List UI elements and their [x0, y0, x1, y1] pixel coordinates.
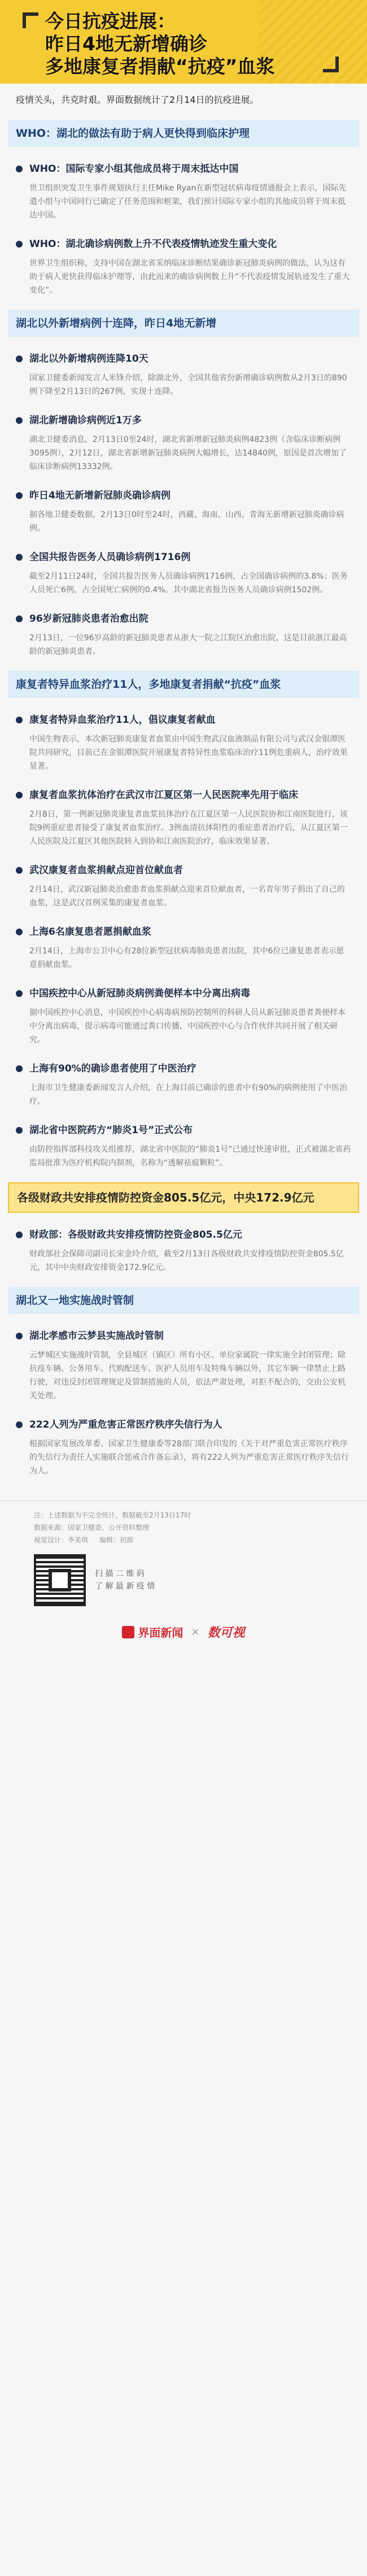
- news-item-heading: [16, 925, 351, 940]
- news-item: [0, 713, 367, 773]
- jiemian-logo-icon: [122, 1626, 134, 1638]
- bullet-dot-icon: [16, 615, 23, 622]
- brand-footer: [0, 1623, 367, 1641]
- news-item-heading: [16, 1329, 351, 1344]
- news-item-heading: [16, 863, 351, 878]
- news-item-heading-text: 武汉康复者血浆捐献点迎首位献血者: [29, 865, 183, 876]
- news-item: [0, 925, 367, 972]
- bullet-dot-icon: [16, 792, 23, 799]
- brand-separator: ×: [191, 1626, 200, 1638]
- news-item: [0, 1123, 367, 1170]
- news-item-body: 2月13日，一位96岁高龄的新冠肺炎患者从浙大一院之江院区治愈出院，这是目前浙江最高龄的新冠肺炎患者。: [29, 634, 347, 656]
- news-item-heading: [16, 1417, 351, 1433]
- news-item-body: 世卫组织突发卫生事件规划执行主任Mike Ryan在新型冠状病毒疫情通报会上表示，国际先遣小组与中国同行已确定了任务范围和框架，我们预计国际专家小组的其他成员将于周末抵达中国。: [29, 184, 347, 220]
- news-item-body: 湖北卫健委消息，2月13日0至24时，湖北省新增新冠肺炎病例4823例（含临床诊断病例3095例），2月12日，湖北省新增新冠肺炎病例大幅增长，达14840例，原因是首次增加了临床诊断病例13332例。: [29, 435, 347, 471]
- news-item-body: 国家卫健委新闻发言人米锋介绍，除湖北外，全国其他省份新增确诊病例数从2月3日的890例下降至2月13日的267例，实现十连降。: [29, 374, 347, 396]
- news-item-heading-text: 全国共报告医务人员确诊病例1716例: [29, 552, 191, 563]
- footer-note: 注：上述数据为不完全统计，数据截至2月13日17时: [34, 1511, 191, 1519]
- news-item-heading-text: WHO：国际专家小组其他成员将于周末抵达中国: [29, 163, 239, 175]
- news-item-heading-text: 湖北以外新增病例连降10天: [29, 353, 148, 365]
- news-item-body: 据中国疾控中心消息，中国疾控中心病毒病预防控制所的科研人员从新冠肺炎患者粪便样本中分离出病毒，提示病毒可能通过粪口传播，中国疾控中心与合作伙伴共同开展了相关研究。: [29, 1008, 346, 1044]
- bullet-dot-icon: [16, 355, 23, 362]
- title-line-2: 昨日4地无新增确诊: [45, 33, 207, 55]
- page-title: [45, 10, 344, 78]
- news-item: [0, 162, 367, 222]
- news-item-heading-text: 上海6名康复患者愿捐献血浆: [29, 926, 151, 938]
- news-item: [0, 237, 367, 297]
- news-item-body: 中国生物表示，本次新冠肺炎康复者血浆由中国生物武汉血液制品有限公司与武汉金银潭医院共同研究，目前已在金银潭医院开展康复者特异性血浆临床治疗11例危重病人，治疗效果显著。: [29, 735, 348, 771]
- news-item: [0, 352, 367, 398]
- bullet-dot-icon: [16, 1127, 23, 1134]
- news-item-body: 截至2月11日24时，全国共报告医务人员确诊病例1716例，占全国确诊病例的3.8%；医务人员死亡6例，占全国死亡病例的0.4%。其中湖北省报告医务人员确诊病例1502例。: [29, 572, 348, 595]
- news-item-heading: [16, 986, 351, 1001]
- news-item-heading-text: 222人列为严重危害正常医疗秩序失信行为人: [29, 1419, 222, 1430]
- news-item-heading-text: 中国疾控中心从新冠肺炎病例粪便样本中分离出病毒: [29, 988, 250, 999]
- bullet-dot-icon: [16, 492, 23, 499]
- jiemian-logo: [122, 1624, 183, 1640]
- bullet-dot-icon: [16, 166, 23, 172]
- qr-code[interactable]: [34, 1554, 86, 1606]
- title-line-3: 多地康复者捐献“抗疫”血浆: [45, 55, 275, 77]
- qr-caption-line-2: 了 解 最 新 疫 情: [95, 1582, 155, 1591]
- news-item-heading-text: WHO：湖北确诊病例数上升不代表疫情轨迹发生重大变化: [29, 238, 277, 250]
- news-item: [0, 413, 367, 474]
- title-line-1: 今日抗疫进展：: [45, 10, 176, 32]
- news-item-heading: [16, 488, 351, 504]
- bullet-dot-icon: [16, 929, 23, 935]
- news-item: [0, 788, 367, 848]
- section-title: WHO：湖北的做法有助于病人更快得到临床护理: [8, 120, 359, 147]
- news-item: [0, 1228, 367, 1274]
- corner-bracket-top-left: [23, 12, 38, 28]
- news-item-heading: [16, 612, 351, 627]
- news-item-body: 2月8日，第一例新冠肺炎康复者血浆抗体治疗在江夏区第一人民医院协和江南医院进行，该院9例重症患者接受了康复者血浆治疗。3例血清抗体阳性的重症患者治疗后，从江夏区第一人民医院及江夏区其他医院转入到协和江南医院治疗，临床效果显著。: [29, 810, 348, 846]
- bullet-dot-icon: [16, 554, 23, 561]
- news-item: [0, 863, 367, 910]
- news-item-heading: [16, 550, 351, 565]
- data-viz-logo: 数可视: [207, 1626, 245, 1640]
- news-item-body: 财政部社会保障司副司长宋金玲介绍，截至2月13日各级财政共安排疫情防控资金805.5亿元，其中中央财政安排资金172.9亿元。: [29, 1250, 344, 1272]
- news-item-heading: [16, 1228, 351, 1243]
- header-banner: [0, 0, 367, 84]
- news-item-body: 云梦城区实施战时管制，全县城区（镇区）所有小区、单位家属院一律实施全封闭管理；除抗疫车辆、公务用车、代购配送车、医护人员用车及特殊车辆以外，其它车辆一律禁止上路行驶，对违反封闭管理规定及管制措施的人员，依法严肃处理，对拒不配合的，交由公安机关处理。: [29, 1351, 346, 1400]
- section-title: 康复者特异血浆治疗11人，多地康复者捐献“抗疫”血浆: [8, 671, 359, 698]
- news-item: [0, 488, 367, 535]
- news-item-body: 根据国家发展改革委、国家卫生健康委等28部门联合印发的《关于对严重危害正常医疗秩序的失信行为责任人实施联合惩戒合作备忘录》，将有222人列为严重危害正常医疗秩序失信行为人。: [29, 1439, 349, 1476]
- news-item-heading-text: 湖北孝感市云梦县实施战时管制: [29, 1330, 164, 1342]
- news-item-heading-text: 财政部：各级财政共安排疫情防控资金805.5亿元: [29, 1229, 242, 1241]
- news-item-body: 据各地卫健委数据，2月13日0时至24时，西藏、海南、山西、青海无新增新冠肺炎确诊病例。: [29, 510, 344, 533]
- news-item-heading-text: 上海有90%的确诊患者使用了中医治疗: [29, 1063, 196, 1074]
- footer-notes: [0, 1501, 367, 1546]
- news-item-heading-text: 湖北新增确诊病例近1万多: [29, 415, 142, 426]
- intro-text: 疫情关头，共克时艰。界面数据统计了2月14日的抗疫进展。: [16, 94, 259, 105]
- qr-caption: [95, 1568, 155, 1593]
- bullet-dot-icon: [16, 241, 23, 248]
- bullet-dot-icon: [16, 867, 23, 874]
- section-title: 湖北又一地实施战时管制: [8, 1287, 359, 1314]
- news-item-heading-text: 湖北省中医院药方“肺炎1号”正式公布: [29, 1125, 193, 1136]
- news-item-heading-text: 昨日4地无新增新冠肺炎确诊病例: [29, 490, 171, 501]
- news-item-heading-text: 康复者血浆抗体治疗在武汉市江夏区第一人民医院率先用于临床: [29, 790, 298, 801]
- news-item-heading: [16, 1061, 351, 1077]
- news-item: [0, 550, 367, 597]
- news-item: [0, 612, 367, 658]
- bullet-dot-icon: [16, 1333, 23, 1339]
- qr-caption-line-1: 扫 描 二 维 码: [95, 1569, 145, 1578]
- section-title: 各级财政共安排疫情防控资金805.5亿元，中央172.9亿元: [8, 1182, 359, 1213]
- sections-container: [0, 120, 367, 1478]
- news-item: [0, 986, 367, 1047]
- bullet-dot-icon: [16, 717, 23, 723]
- jiemian-logo-text: 界面新闻: [138, 1626, 184, 1640]
- bullet-dot-icon: [16, 417, 23, 424]
- news-item-body: 2月14日，武汉新冠肺炎治愈患者血浆捐献点迎来首位献血者，一名青年男子捐出了自己的血浆，这是武汉首例采集的康复者血浆。: [29, 885, 345, 908]
- news-item-body: 2月14日，上海市公卫中心有28位新型冠状病毒肺炎患者出院，其中6位已康复患者表示愿意捐献血浆。: [29, 947, 344, 969]
- bullet-dot-icon: [16, 1065, 23, 1072]
- news-item-body: 上海市卫生健康委新闻发言人介绍，在上海目前已确诊的患者中有90%的病例使用了中医治疗。: [29, 1083, 348, 1106]
- news-item-heading: [16, 162, 351, 177]
- qr-block: [0, 1546, 367, 1606]
- footer-editor: 编辑：初源: [99, 1536, 134, 1544]
- news-item-heading-text: 96岁新冠肺炎患者治愈出院: [29, 613, 148, 625]
- bullet-dot-icon: [16, 1231, 23, 1238]
- news-item: [0, 1061, 367, 1108]
- news-item-heading: [16, 1123, 351, 1138]
- news-item-heading: [16, 352, 351, 367]
- bullet-dot-icon: [16, 1421, 23, 1428]
- news-item-heading: [16, 713, 351, 728]
- news-item: [0, 1329, 367, 1403]
- bullet-dot-icon: [16, 990, 23, 997]
- news-item-heading: [16, 237, 351, 252]
- news-item-body: 由防控指挥部科技攻关组推荐，湖北省中医院的“肺炎1号”已通过快速审批，正式被湖北省药监局批准为医疗机构院内制剂，名称为“透解祛瘟颗粒”。: [29, 1145, 351, 1168]
- news-item-heading-text: 康复者特异血浆治疗11人，倡议康复者献血: [29, 714, 216, 726]
- news-item-body: 世界卫生组织称，支持中国在湖北省采纳临床诊断结果确诊新冠肺炎病例的做法，认为这有助于病人更快获得临床护理等，由此而来的确诊病例数上升“不代表疫情发展轨迹发生了重大变化”。: [29, 259, 350, 295]
- news-item: [0, 1417, 367, 1478]
- footer-design: 视觉设计：李美琪: [34, 1536, 89, 1544]
- news-item-heading: [16, 788, 351, 803]
- footer-credits: [34, 1534, 333, 1546]
- footer-source: 数据来源：国家卫健委、公开资料整理: [34, 1524, 150, 1532]
- section-title: 湖北以外新增病例十连降，昨日4地无新增: [8, 310, 359, 337]
- news-item-heading: [16, 413, 351, 428]
